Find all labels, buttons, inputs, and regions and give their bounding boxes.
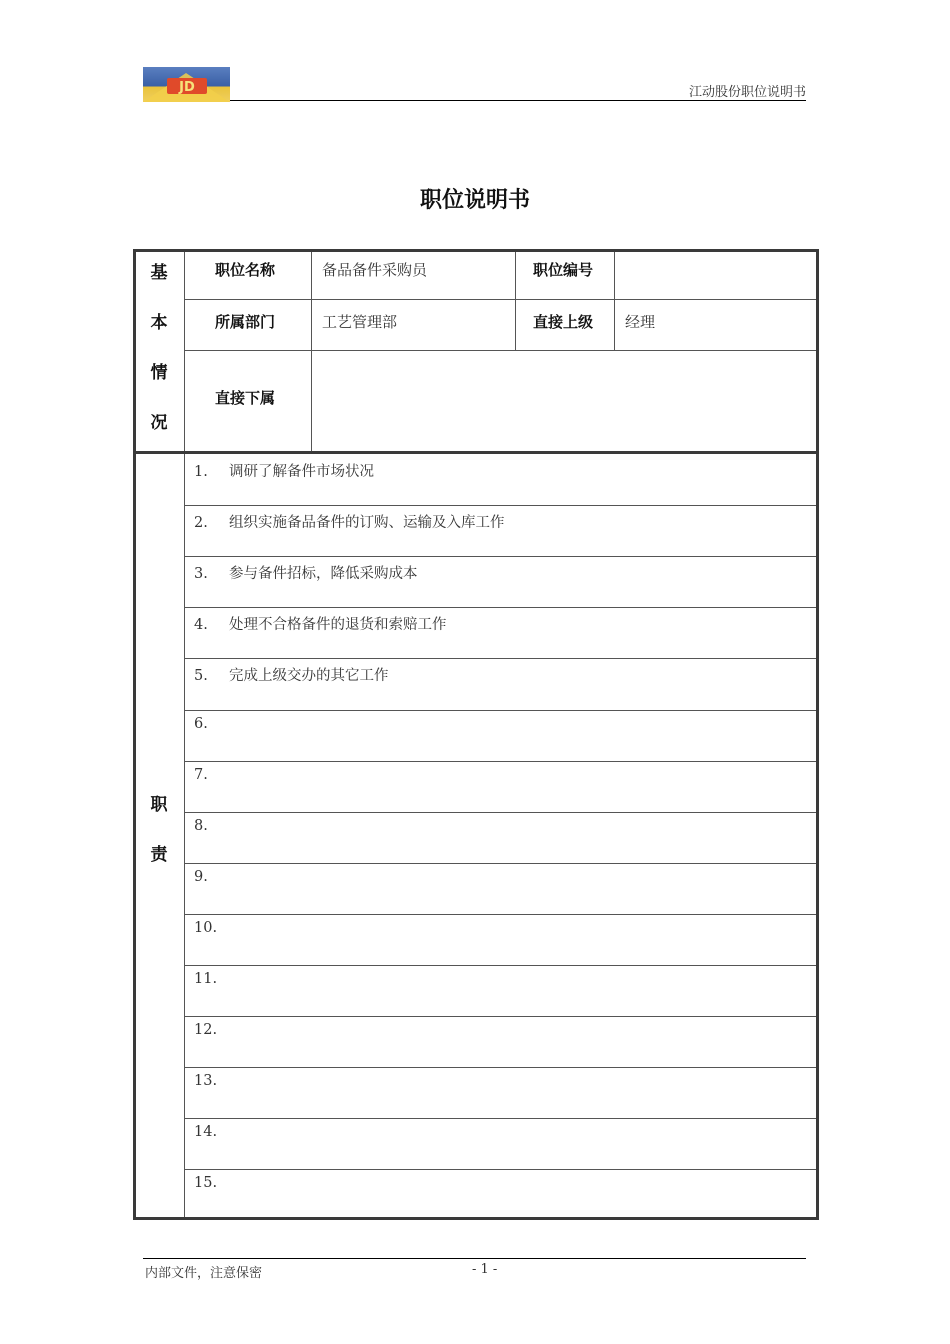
duty-number: 6. [194, 716, 208, 732]
duty-item [194, 767, 229, 783]
supervisor-label: 直接上级 [533, 313, 594, 331]
duty-row-divider [184, 1169, 816, 1170]
duty-number: 7. [194, 767, 208, 783]
col-divider-1 [311, 252, 312, 451]
duty-item [194, 971, 229, 987]
position-name-label: 职位名称 [215, 261, 276, 279]
duty-item [194, 562, 418, 583]
duty-item [194, 1124, 229, 1140]
duty-number: 5. [194, 668, 208, 684]
header-title: 江动股份职位说明书 [688, 85, 806, 100]
duties-divider [184, 454, 185, 1217]
duty-number: 10. [194, 920, 218, 936]
duty-item [194, 460, 374, 481]
supervisor-value: 经理 [625, 313, 656, 331]
col-divider-2 [515, 252, 516, 350]
section-char-basic-3: 情 [150, 363, 168, 383]
section-char-basic-2: 本 [150, 313, 168, 333]
duty-number: 1. [194, 464, 208, 480]
department-value: 工艺管理部 [322, 313, 398, 331]
duty-row-divider [184, 965, 816, 966]
duty-item [194, 869, 229, 885]
duty-row-divider [184, 863, 816, 864]
duty-row-divider [184, 761, 816, 762]
footer-confidential: 内部文件，注意保密 [145, 1266, 263, 1281]
duty-number: 9. [194, 869, 208, 885]
duty-row-divider [184, 1016, 816, 1017]
duty-text: 参与备件招标，降低采购成本 [229, 566, 418, 582]
duty-text: 完成上级交办的其它工作 [229, 668, 389, 684]
duty-item [194, 511, 505, 532]
duty-item [194, 716, 229, 732]
position-name-value: 备品备件采购员 [322, 261, 428, 279]
duty-row-divider [184, 658, 816, 659]
section-char-duties-2: 责 [150, 845, 168, 865]
position-code-label: 职位编号 [533, 261, 594, 279]
duty-row-divider [184, 505, 816, 506]
duty-number: 13. [194, 1073, 218, 1089]
duty-number: 8. [194, 818, 208, 834]
page-number: - 1 - [472, 1262, 498, 1277]
duty-number: 2. [194, 515, 208, 531]
section-char-duties-1: 职 [150, 795, 168, 815]
col-divider-3 [614, 252, 615, 350]
duty-row-divider [184, 710, 816, 711]
duty-number: 14. [194, 1124, 218, 1140]
row-divider-1 [184, 299, 816, 300]
section-char-basic-4: 况 [150, 413, 168, 433]
duty-number: 3. [194, 566, 208, 582]
duty-number: 11. [194, 971, 218, 987]
duty-row-divider [184, 1067, 816, 1068]
duty-item [194, 613, 447, 634]
duty-row-divider [184, 607, 816, 608]
document-title: 职位说明书 [419, 188, 530, 213]
basic-info-divider [184, 252, 185, 451]
duty-item [194, 920, 229, 936]
header-rule [230, 100, 806, 101]
department-label: 所属部门 [215, 313, 276, 331]
footer-rule [143, 1258, 806, 1259]
duty-number: 12. [194, 1022, 218, 1038]
duty-number: 15. [194, 1175, 218, 1191]
duty-row-divider [184, 556, 816, 557]
logo-text: JD [179, 80, 195, 95]
duty-text: 处理不合格备件的退货和索赔工作 [229, 617, 447, 633]
company-logo [143, 67, 230, 102]
subordinates-label: 直接下属 [215, 389, 276, 407]
duty-text: 组织实施备品备件的订购、运输及入库工作 [229, 515, 505, 531]
duty-item [194, 1073, 229, 1089]
duty-row-divider [184, 1118, 816, 1119]
duty-item [194, 1175, 229, 1191]
duty-number: 4. [194, 617, 208, 633]
logo-graphic [143, 67, 230, 102]
section-char-basic-1: 基 [150, 263, 168, 283]
duty-item [194, 1022, 229, 1038]
duty-row-divider [184, 914, 816, 915]
row-divider-2 [184, 350, 816, 351]
duty-row-divider [184, 812, 816, 813]
duty-text: 调研了解备件市场状况 [229, 464, 374, 480]
duty-item [194, 818, 229, 834]
duty-item [194, 664, 389, 685]
